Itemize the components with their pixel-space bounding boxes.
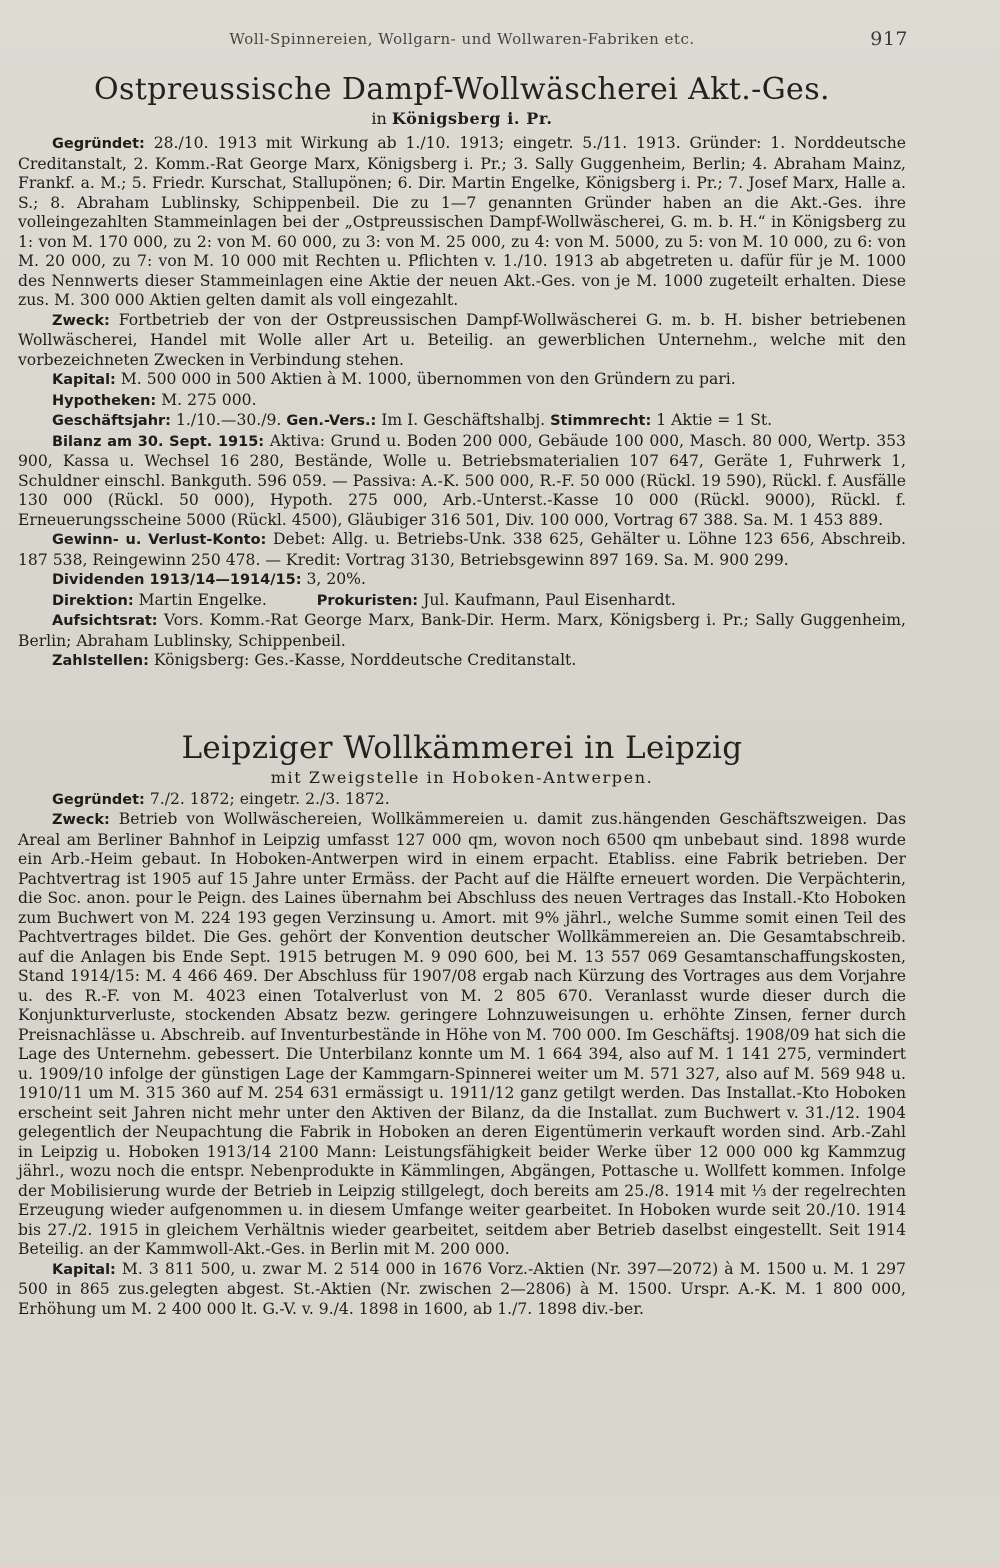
- entry-fiscal-year: Geschäftsjahr: 1./10.—30./9. Gen.-Vers.: Im I. Geschäftshalbj. Stimmrecht: 1 Aktie = 1 St.: [52, 411, 773, 429]
- entry-mortgages: Hypotheken: M. 275 000.: [52, 390, 257, 409]
- entry-capital: Kapital: M. 500 000 in 500 Aktien à M. 1000, übernommen von den Gründern zu pari.: [52, 370, 736, 388]
- page-number: 917: [870, 28, 908, 50]
- company-location: in Königsberg i. Pr.: [371, 109, 553, 128]
- running-head: [18, 30, 906, 58]
- running-head-text: Woll-Spinnereien, Wollgarn- und Wollwaren-Fabriken etc.: [229, 30, 695, 48]
- entry-management: Direktion: Martin Engelke. Prokuristen: Jul. Kaufmann, Paul Eisenhardt.: [52, 590, 676, 609]
- company-subtitle: mit Zweigstelle in Hoboken-Antwerpen.: [270, 767, 654, 787]
- entry-founded: Gegründet: 28./10. 1913 mit Wirkung ab 1./10. 1913; eingetr. 5./11. 1913. Gründer: 1. Norddeutsche Creditanstalt, 2. Komm.-Rat George Marx, Königsberg i. Pr.; 3. Sally Guggenheim, Berlin; 4. Abraham Mainz, Frankf. a. M.; 5. Friedr. Kurschat, Stallupönen; 6. Dir. Martin Engelke, Königsberg i. Pr.; 7. Josef Marx, Halle a. S.; 8. Abraham Lublinsky, Schippenbeil. Die zu 1—7 genannten Gründer haben an die Akt.-Ges. ihre volleingezahlten Stammeinlagen bei der „Ostpreussischen Dampf-Wollwäscherei, G. m. b. H.“ in Königsberg zu 1: von M. 170 000, zu 2: von M. 60 000, zu 3: von M. 25 000, zu 4: von M. 5000, zu 5: von M. 10 000, zu 6: von M. 20 000, zu 7: von M. 10 000 mit Rechten u. Pflichten v. 1./10. 1913 ab abgetreten u. dafür für je M. 1000 des Nennwerts dieser Stammeinlagen eine Aktie der neuen Akt.-Ges. von je M. 1000 zugeteilt erhalten. Diese zus. M. 300 000 Aktien gelten damit als voll eingezahlt.: [18, 134, 906, 309]
- company-entries: [18, 134, 906, 672]
- entry-balance-sheet: Bilanz am 30. Sept. 1915: Aktiva: Grund u. Boden 200 000, Gebäude 100 000, Masch. 80 000, Wertp. 353 900, Kassa u. Wechsel 16 280, Bestände, Wolle u. Betriebsmaterialien 107 647, Geräte 1, Fuhrwerk 1, Schuldner einschl. Bankguth. 596 059. — Passiva: A.-K. 500 000, R.-F. 50 000 (Rückl. 19 590), Rückl. f. Ausfälle 130 000 (Rückl. 50 000), Hypoth. 275 000, Arb.-Unterst.-Kasse 10 000 (Rückl. 9000), Rückl. f. Erneuerungsscheine 5000 (Rückl. 4500), Gläubiger 316 501, Div. 100 000, Vortrag 67 388. Sa. M. 1 453 889.: [18, 431, 906, 529]
- entry-capital: Kapital: M. 3 811 500, u. zwar M. 2 514 000 in 1676 Vorz.-Aktien (Nr. 397—2072) à M. 1500 u. M. 1 297 500 in 865 zus.gelegten abgest. St.-Aktien (Nr. zwischen 2—2806) à M. 1500. Urspr. A.-K. M. 1 800 000, Erhöhung um M. 2 400 000 lt. G.-V. v. 9./4. 1898 in 1600, ab 1./7. 1898 div.-ber.: [18, 1259, 906, 1318]
- entry-purpose: Zweck: Betrieb von Wollwäschereien, Wollkämmereien u. damit zus.hängenden Geschäftszweigen. Das Areal am Berliner Bahnhof in Leipzig umfasst 127 000 qm, wovon noch 6500 qm unbebaut sind. 1898 wurde ein Arb.-Heim gebaut. In Hoboken-Antwerpen wird in einem erpacht. Etabliss. eine Fabrik betrieben. Der Pachtvertrag ist 1905 auf 15 Jahre unter Ermäss. der Pacht auf die Hälfte erneuert worden. Die Verpächterin, die Soc. anon. pour le Peign. des Laines übernahm bei Abschluss des neuen Vertrages das Install.-Kto Hoboken zum Buchwert von M. 224 193 gegen Verzinsung u. Amort. mit 9% jährl., welche Summe somit einen Teil des Pachtvertrages bildet. Die Ges. gehört der Konvention deutscher Wollkämmereien an. Die Gesamtabschreib. auf die Anlagen bis Ende Sept. 1915 betrugen M. 9 090 600, bei M. 13 557 069 Gesamtanschaffungskosten, Stand 1914/15: M. 4 466 469. Der Abschluss für 1907/08 ergab nach Kürzung des Vortrages aus dem Vorjahre u. des R.-F. von M. 4023 einen Totalverlust von M. 2 805 670. Veranlasst wurde dieser durch die Konjunkturverluste, stockenden Absatz bezw. geringere Lohnzuweisungen u. erhöhte Zinsen, ferner durch Preisnachlässe u. Abschreib. auf Inventurbestände in Höhe von M. 700 000. Im Geschäftsj. 1908/09 hat sich die Lage des Unternehm. gebessert. Die Unterbilanz konnte um M. 1 664 394, also auf M. 1 141 275, vermindert u. 1909/10 infolge der günstigen Lage der Kammgarn-Spinnerei weiter um M. 571 327, also auf M. 569 948 u. 1910/11 um M. 315 360 auf M. 254 631 ermässigt u. 1911/12 ganz getilgt werden. Das Installat.-Kto Hoboken erscheint seit Jahren nicht mehr unter den Aktiven der Bilanz, da die Installat. zum Buchwert v. 31./12. 1904 gelegentlich der Neupachtung die Fabrik in Hoboken an deren Eigentümerin verkauft worden sind. Arb.-Zahl in Leipzig u. Hoboken 1913/14 2100 Mann: Leistungsfähigkeit beider Werke über 12 000 000 kg Kammzug jährl., wozu noch die entspr. Nebenprodukte in Kämmlingen, Abgängen, Pottasche u. Wollfett kommen. Infolge der Mobilisierung wurde der Betrieb in Leipzig stillgelegt, doch bereits am 25./8. 1914 mit ⅓ der regelrechten Erzeugung wieder aufgenommen u. in diesem Umfange weiter gearbeitet. In Hoboken wurde seit 20./10. 1914 bis 27./2. 1915 in gleichem Verhältnis wieder gearbeitet, seitdem aber Betrieb daselbst eingestellt. Seit 1914 Beteilig. an der Kammwoll-Akt.-Ges. in Berlin mit M. 200 000.: [18, 810, 906, 1258]
- company-title: Ostpreussische Dampf-Wollwäscherei Akt.-Ges.: [94, 72, 830, 107]
- company-title: Leipziger Wollkämmerei in Leipzig: [181, 729, 743, 766]
- entry-paying-agents: Zahlstellen: Königsberg: Ges.-Kasse, Norddeutsche Creditanstalt.: [52, 651, 577, 669]
- entry-supervisory-board: Aufsichtsrat: Vors. Komm.-Rat George Marx, Bank-Dir. Herm. Marx, Königsberg i. Pr.; Sally Guggenheim, Berlin; Abraham Lublinsky, Schippenbeil.: [18, 611, 906, 650]
- entry-profit-loss: Gewinn- u. Verlust-Konto: Debet: Allg. u. Betriebs-Unk. 338 625, Gehälter u. Löhne 123 656, Abschreib. 187 538, Reingewinn 250 478. — Kredit: Vortrag 3130, Betriebsgewinn 897 169. Sa. M. 900 299.: [18, 530, 906, 569]
- entry-dividends: Dividenden 1913/14—1914/15: 3, 20%.: [52, 570, 366, 588]
- entry-purpose: Zweck: Fortbetrieb der von der Ostpreussischen Dampf-Wollwäscherei G. m. b. H. bisher betriebenen Wollwäscherei, Handel mit Wolle aller Art u. Beteilig. an gewerblichen Unternehm., welche mit den vorbezeichneten Zwecken in Verbindung stehen.: [18, 310, 906, 369]
- company-entries: [18, 790, 906, 1320]
- entry-founded: Gegründet: 7./2. 1872; eingetr. 2./3. 1872.: [52, 789, 390, 808]
